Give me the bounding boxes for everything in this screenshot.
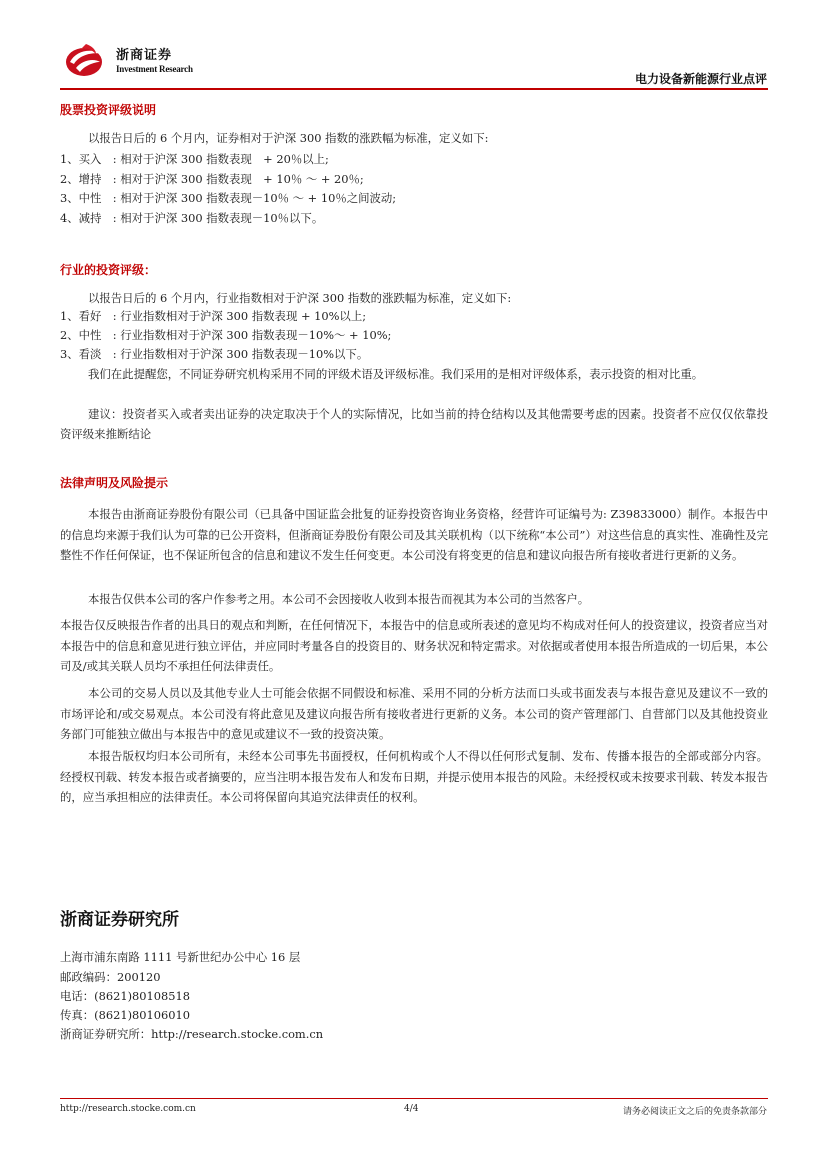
industry-rating-note: 我们在此提醒您，不同证券研究机构采用不同的评级术语及评级标准。我们采用的是相对评级体系，表示投资的相对比重。 (88, 367, 704, 381)
industry-rating-item: 1、看好 : 行业指数相对于沪深 300 指数表现 + 10%以上; (60, 309, 367, 323)
company-logo (62, 40, 192, 82)
stock-rating-item: 2、增持 : 相对于沪深 300 指数表现 + 10％ ～ + 20％; (60, 172, 364, 186)
logo-mark-icon (62, 40, 110, 80)
legal-paragraph: 本报告仅供本公司的客户作参考之用。本公司不会因接收人收到本报告而视其为本公司的当然客户。 (88, 592, 590, 606)
institute-address: 上海市浦东南路 1111 号新世纪办公中心 16 层 (60, 950, 301, 964)
industry-rating-item: 2、中性 : 行业指数相对于沪深 300 指数表现－10%～ + 10%; (60, 328, 392, 342)
legal-paragraph: 本公司的交易人员以及其他专业人士可能会依据不同假设和标准、采用不同的分析方法而口头或书面发表与本报告意见及建议不一致的市场评论和/或交易观点。本公司没有将此意见及建议向报告所有接收者进行更新的义务。本公司的资产管理部门、自营部门以及其他投资业务部门可能独立做出与本报告中的意见或建议不一致的投资决策。 (60, 686, 768, 741)
stock-rating-item: 3、中性 : 相对于沪深 300 指数表现－10％ ～ + 10％之间波动; (60, 191, 397, 205)
footer-divider (60, 1098, 768, 1099)
institute-website[interactable]: 浙商证券研究所：http://research.stocke.com.cn (60, 1027, 324, 1041)
page-number: 4/4 (404, 1104, 419, 1114)
stock-rating-item: 4、减持 : 相对于沪深 300 指数表现－10％以下。 (60, 211, 324, 225)
institute-fax: 传真：(8621)80106010 (60, 1008, 191, 1022)
industry-rating-intro: 以报告日后的 6 个月内，行业指数相对于沪深 300 指数的涨跌幅为标准，定义如下: (88, 291, 512, 305)
institute-name: 浙商证券研究所 (60, 910, 179, 930)
industry-rating-title: 行业的投资评级： (60, 263, 157, 277)
footer-disclaimer: 请务必阅读正文之后的免责条款部分 (622, 1107, 767, 1117)
stock-rating-title: 股票投资评级说明 (60, 103, 157, 117)
legal-paragraph: 本报告由浙商证券股份有限公司（已具备中国证监会批复的证券投资咨询业务资格，经营许可证编号为: Z39833000）制作。本报告中的信息均来源于我们认为可靠的已公开资料，但浙商证券股份有限公司及其关联机构（以下统称“本公司”）对这些信息的真实性、准确性及完整性不作任何保证，也不保证所包含的信息和建议不发生任何变更。本公司没有将变更的信息和建议向报告所有接收者进行更新的义务。 (60, 507, 768, 562)
brand-name-cn: 浙商证券 (116, 48, 173, 63)
institute-phone: 电话：(8621)80108518 (60, 989, 191, 1003)
header-divider (60, 88, 768, 90)
report-category: 电力设备新能源行业点评 (634, 72, 767, 86)
legal-paragraph: 本报告版权均归本公司所有，未经本公司事先书面授权，任何机构或个人不得以任何形式复制、发布、传播本报告的全部或部分内容。经授权刊载、转发本报告或者摘要的，应当注明本报告发布人和发布日期，并提示使用本报告的风险。未经授权或未按要求刊载、转发本报告的，应当承担相应的法律责任。本公司将保留向其追究法律责任的权利。 (60, 749, 768, 804)
legal-title: 法律声明及风险提示 (60, 476, 169, 490)
industry-rating-advice: 建议：投资者买入或者卖出证券的决定取决于个人的实际情况，比如当前的持仓结构以及其他需要考虑的因素。投资者不应仅仅依靠投资评级来推断结论 (60, 407, 768, 441)
stock-rating-intro: 以报告日后的 6 个月内，证券相对于沪深 300 指数的涨跌幅为标准，定义如下: (88, 131, 489, 145)
institute-postcode: 邮政编码：200120 (60, 970, 161, 984)
stock-rating-item: 1、买入 : 相对于沪深 300 指数表现 + 20％以上; (60, 152, 329, 166)
brand-name-en: Investment Research (116, 64, 193, 74)
legal-paragraph: 本报告仅反映报告作者的出具日的观点和判断，在任何情况下，本报告中的信息或所表述的意见均不构成对任何人的投资建议，投资者应当对本报告中的信息和意见进行独立评估，并应同时考量各自的投资目的、财务状况和特定需求。对依据或者使用本报告所造成的一切后果，本公司及/或其关联人员均不承担任何法律责任。 (60, 618, 768, 673)
footer-url[interactable]: http://research.stocke.com.cn (60, 1104, 196, 1114)
industry-rating-item: 3、看淡 : 行业指数相对于沪深 300 指数表现－10%以下。 (60, 347, 369, 361)
